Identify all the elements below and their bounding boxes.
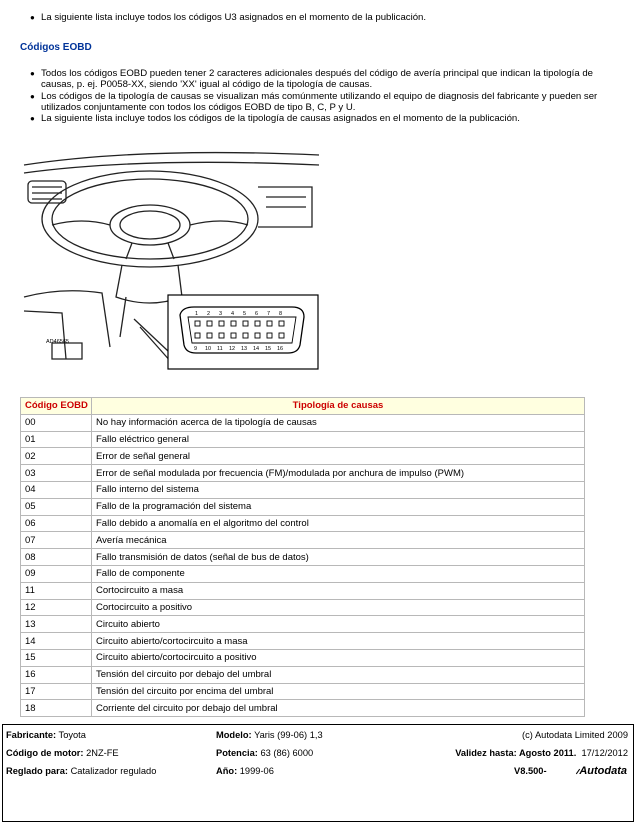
table-row bbox=[21, 515, 585, 532]
code-cell: 13 bbox=[21, 616, 92, 633]
cause-cell: Corriente del circuito por debajo del umbral bbox=[92, 700, 585, 717]
manufacturer-value: Toyota bbox=[58, 730, 86, 740]
code-cell: 14 bbox=[21, 633, 92, 650]
code-cell: 17 bbox=[21, 683, 92, 700]
code-cell: 07 bbox=[21, 532, 92, 549]
code-cell: 01 bbox=[21, 431, 92, 448]
pin-label: 10 bbox=[205, 346, 212, 352]
eobd-bullet-1: ● Todos los códigos EOBD pueden tener 2 caracteres adicionales después del código de avería principal que indican la tipología de causas, p. ej. P0058-XX, siendo 'XX' igual al código de la tipología de causas. bbox=[30, 68, 610, 91]
cause-cell: No hay información acerca de la tipología de causas bbox=[92, 414, 585, 431]
engine-code-field bbox=[6, 748, 119, 758]
footer-info-box bbox=[2, 724, 634, 822]
cause-cell: Error de señal general bbox=[92, 448, 585, 465]
cause-cell: Error de señal modulada por frecuencia (FM)/modulada por anchura de impulso (PWM) bbox=[92, 465, 585, 482]
code-cell: 05 bbox=[21, 498, 92, 515]
table-row bbox=[21, 616, 585, 633]
cause-cell: Cortocircuito a positivo bbox=[92, 599, 585, 616]
section-heading: Códigos EOBD bbox=[20, 42, 92, 53]
cause-cell: Fallo de la programación del sistema bbox=[92, 498, 585, 515]
table-row bbox=[21, 683, 585, 700]
power-field bbox=[216, 748, 313, 758]
cause-cell: Fallo eléctrico general bbox=[92, 431, 585, 448]
date-value: 17/12/2012 bbox=[581, 748, 628, 758]
tuned-for-field bbox=[6, 766, 156, 776]
cause-cell: Avería mecánica bbox=[92, 532, 585, 549]
intro-bullet: ● La siguiente lista incluye todos los códigos U3 asignados en el momento de la publicación. bbox=[30, 12, 620, 23]
table-row bbox=[21, 700, 585, 717]
cause-cell: Fallo debido a anomalía en el algoritmo del control bbox=[92, 515, 585, 532]
pin-label: 15 bbox=[265, 346, 272, 352]
pin-label: 6 bbox=[255, 311, 259, 317]
manufacturer-field bbox=[6, 730, 86, 740]
pin-label: 14 bbox=[253, 346, 260, 352]
code-cell: 03 bbox=[21, 465, 92, 482]
code-cell: 12 bbox=[21, 599, 92, 616]
footer-row-3 bbox=[3, 766, 633, 779]
cause-cell: Circuito abierto/cortocircuito a masa bbox=[92, 633, 585, 650]
year-value: 1999-06 bbox=[239, 766, 274, 776]
table-row bbox=[21, 565, 585, 582]
table-row bbox=[21, 549, 585, 566]
code-cell: 08 bbox=[21, 549, 92, 566]
pin-label: 4 bbox=[231, 311, 235, 317]
table-body bbox=[21, 414, 585, 716]
power-value: 63 (86) 6000 bbox=[260, 748, 314, 758]
pin-label: 16 bbox=[277, 346, 284, 352]
pin-label: 2 bbox=[207, 311, 211, 317]
cause-cell: Circuito abierto bbox=[92, 616, 585, 633]
table-row bbox=[21, 666, 585, 683]
year-label: Año: bbox=[216, 766, 238, 776]
tuned-for-value: Catalizador regulado bbox=[70, 766, 157, 776]
table-row bbox=[21, 498, 585, 515]
validity-label: Validez hasta: Agosto 2011. bbox=[455, 748, 577, 758]
model-value: Yaris (99-06) 1,3 bbox=[254, 730, 323, 740]
code-cell: 06 bbox=[21, 515, 92, 532]
code-cell: 16 bbox=[21, 666, 92, 683]
engine-code-value: 2NZ-FE bbox=[86, 748, 119, 758]
pin-label: 5 bbox=[243, 311, 247, 317]
figure-label: AD46565 bbox=[46, 339, 69, 345]
table-row bbox=[21, 481, 585, 498]
table-row bbox=[21, 448, 585, 465]
pin-label: 1 bbox=[195, 311, 199, 317]
table-header-row bbox=[21, 398, 585, 415]
year-field bbox=[216, 766, 274, 776]
cause-cell: Fallo transmisión de datos (señal de bus de datos) bbox=[92, 549, 585, 566]
tuned-for-label: Reglado para: bbox=[6, 766, 68, 776]
pin-label: 11 bbox=[217, 346, 223, 352]
cause-cell: Tensión del circuito por debajo del umbral bbox=[92, 666, 585, 683]
cause-cell: Cortocircuito a masa bbox=[92, 582, 585, 599]
pin-label: 12 bbox=[229, 346, 236, 352]
table-row bbox=[21, 431, 585, 448]
pin-label: 7 bbox=[267, 311, 271, 317]
intro-bullet-list bbox=[30, 12, 620, 23]
eobd-bullet-3: ● La siguiente lista incluye todos los códigos de la tipología de causas asignados en el momento de la publicación. bbox=[30, 113, 610, 124]
cause-cell: Fallo interno del sistema bbox=[92, 481, 585, 498]
header-code: Código EOBD bbox=[21, 398, 92, 415]
code-cell: 02 bbox=[21, 448, 92, 465]
table-row bbox=[21, 414, 585, 431]
pin-label: 3 bbox=[219, 311, 223, 317]
header-cause-type: Tipología de causas bbox=[92, 398, 585, 415]
table-row bbox=[21, 532, 585, 549]
engine-code-label: Código de motor: bbox=[6, 748, 84, 758]
footer-row-2 bbox=[3, 748, 633, 761]
manufacturer-label: Fabricante: bbox=[6, 730, 57, 740]
cause-cell: Circuito abierto/cortocircuito a positivo bbox=[92, 649, 585, 666]
model-field bbox=[216, 730, 323, 740]
autodata-logo: Autodata bbox=[579, 765, 627, 777]
cause-types-table bbox=[20, 397, 585, 717]
model-label: Modelo: bbox=[216, 730, 252, 740]
diagnostic-connector-figure bbox=[22, 147, 321, 371]
eobd-bullet-list bbox=[30, 68, 610, 124]
footer-row-1 bbox=[3, 730, 633, 743]
table-row bbox=[21, 599, 585, 616]
eobd-bullet-2: ● Los códigos de la tipología de causas se visualizan más comúnmente utilizando el equipo de diagnosis del fabricante y pueden ser utilizados conjuntamente con todos los códigos EOBD de tipo B, C, P y U. bbox=[30, 91, 610, 114]
code-cell: 11 bbox=[21, 582, 92, 599]
copyright-text: (c) Autodata Limited 2009 bbox=[522, 730, 628, 740]
validity-field bbox=[455, 748, 628, 758]
pin-label: 9 bbox=[194, 346, 198, 352]
code-cell: 18 bbox=[21, 700, 92, 717]
table-row bbox=[21, 649, 585, 666]
table-row bbox=[21, 582, 585, 599]
cause-cell: Fallo de componente bbox=[92, 565, 585, 582]
pin-label: 8 bbox=[279, 311, 283, 317]
table-row bbox=[21, 633, 585, 650]
table-row bbox=[21, 465, 585, 482]
dashboard-illustration bbox=[22, 147, 321, 371]
code-cell: 04 bbox=[21, 481, 92, 498]
power-label: Potencia: bbox=[216, 748, 258, 758]
code-cell: 00 bbox=[21, 414, 92, 431]
pin-label: 13 bbox=[241, 346, 248, 352]
code-cell: 15 bbox=[21, 649, 92, 666]
version-text: V8.500- bbox=[514, 766, 547, 776]
cause-cell: Tensión del circuito por encima del umbral bbox=[92, 683, 585, 700]
code-cell: 09 bbox=[21, 565, 92, 582]
